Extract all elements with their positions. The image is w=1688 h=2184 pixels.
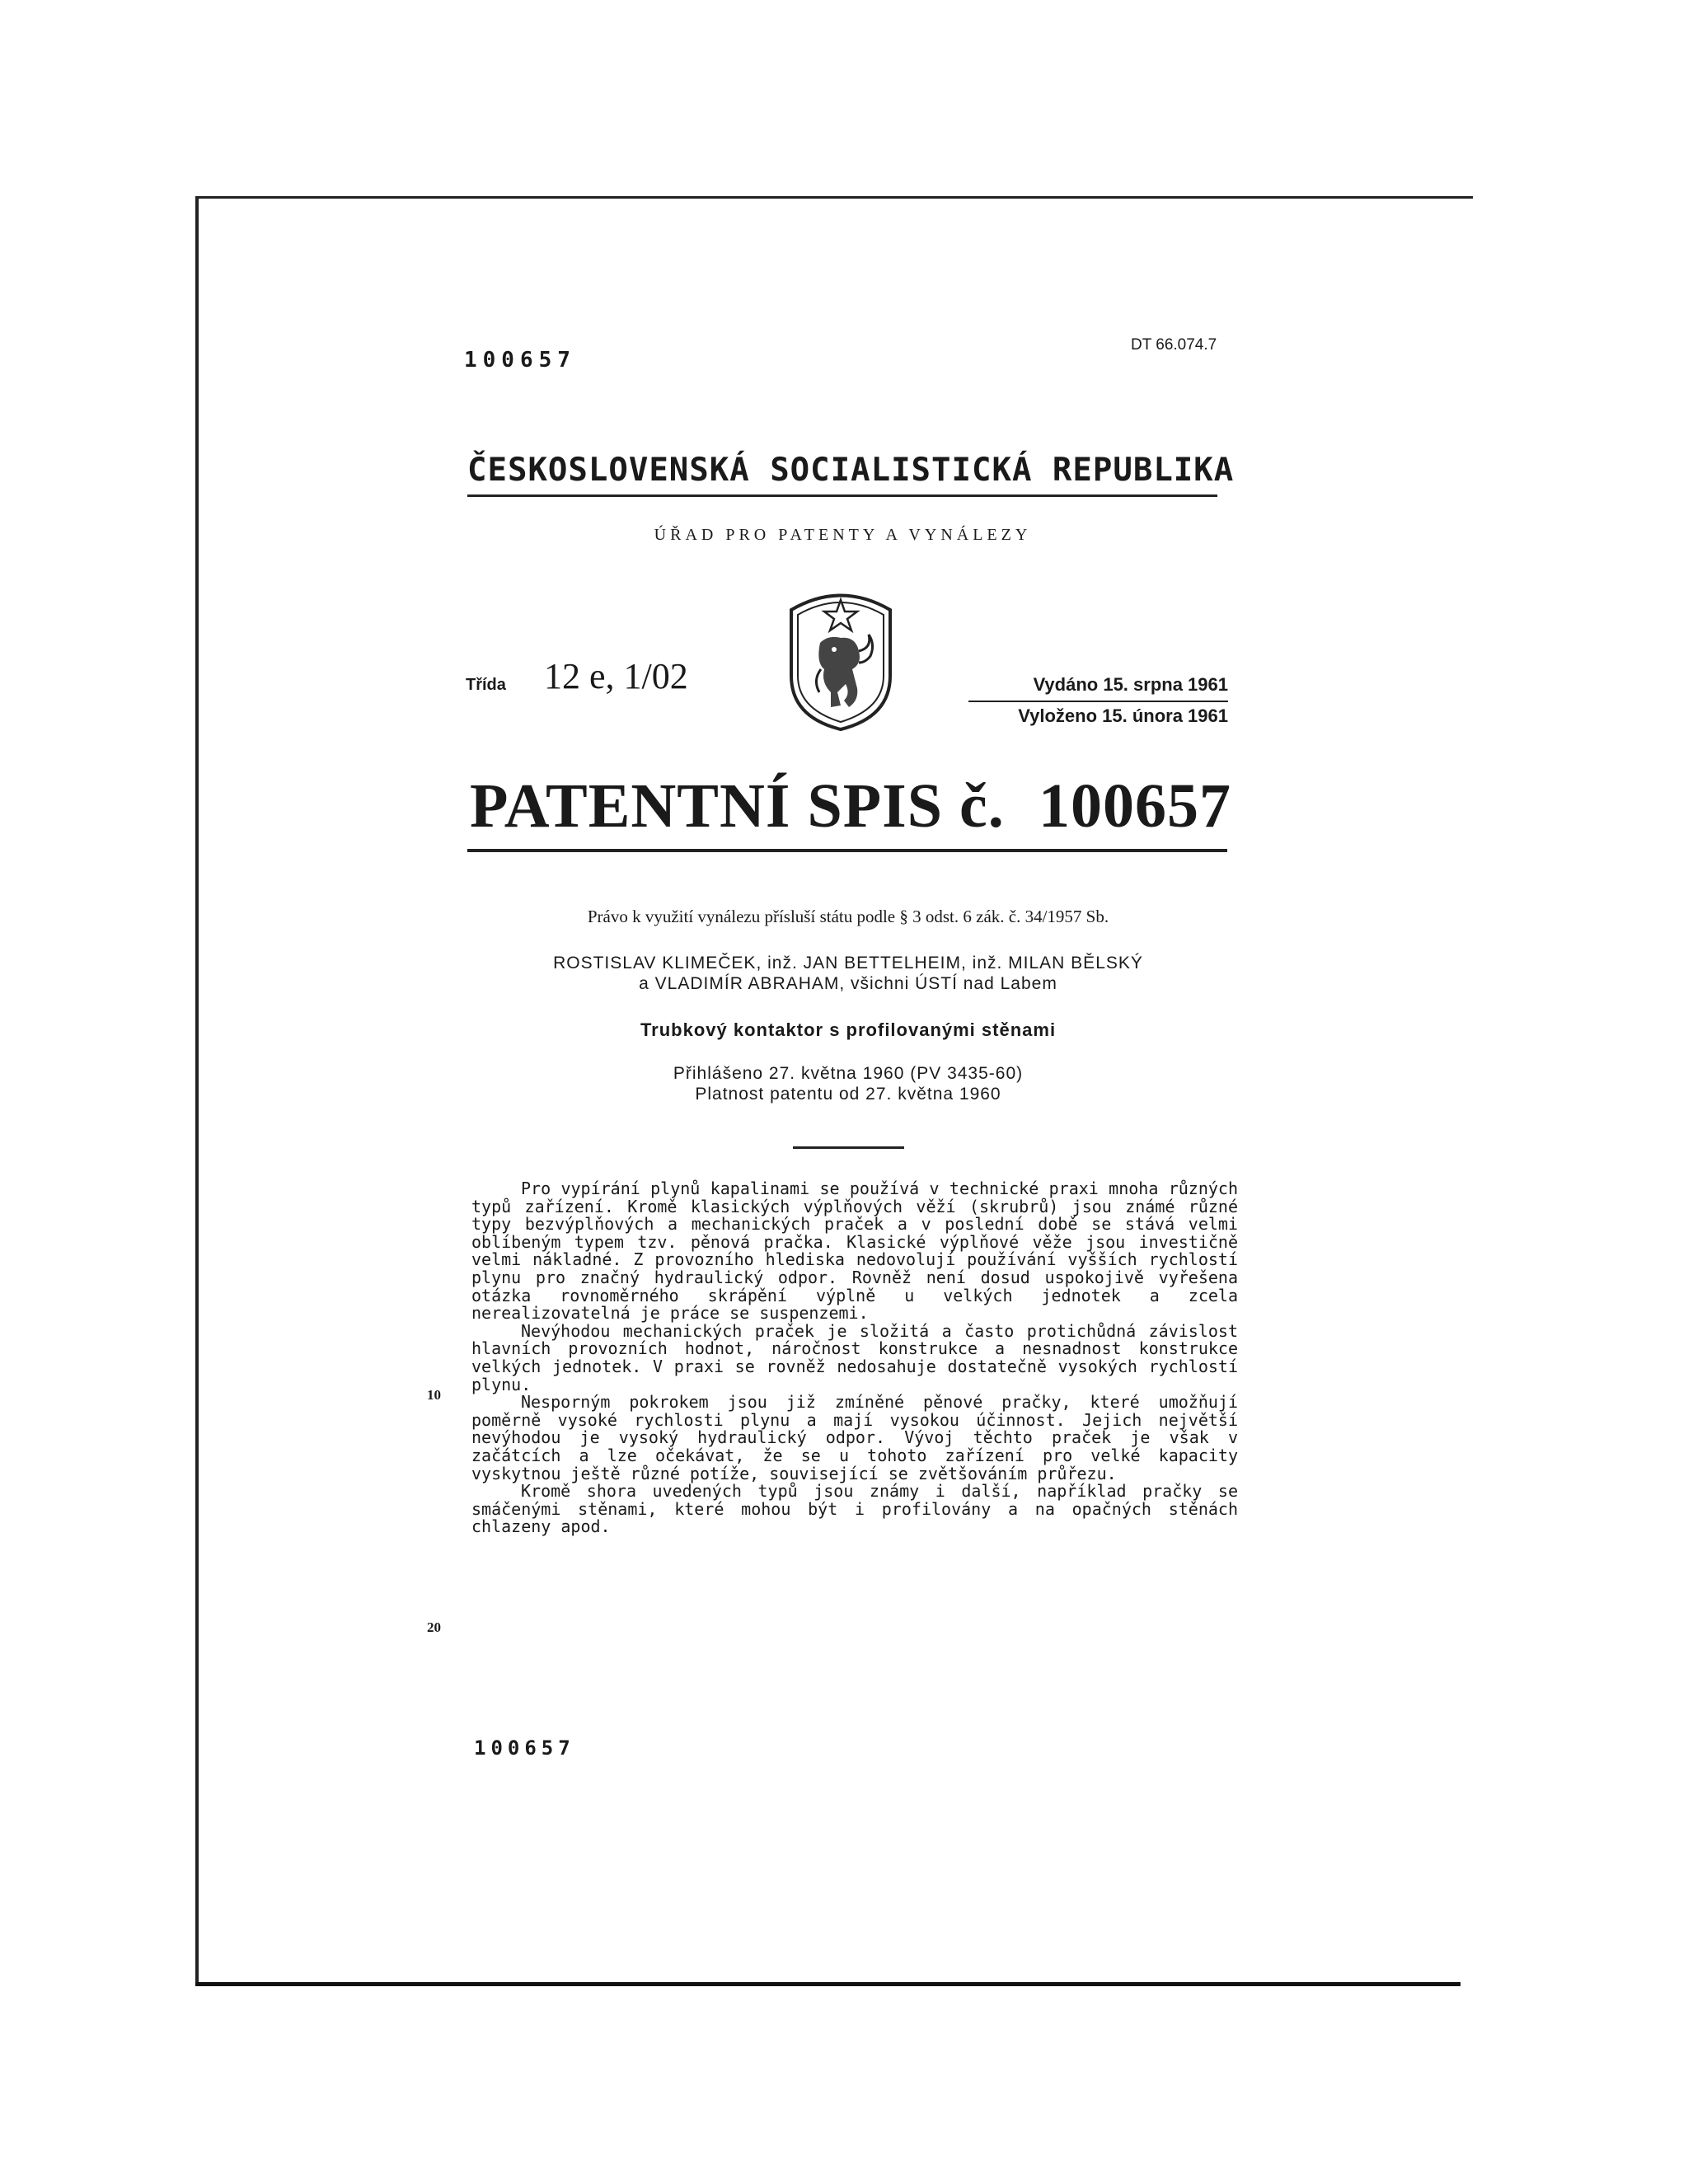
section-divider bbox=[793, 1146, 904, 1149]
body-paragraph: Nevýhodou mechanických praček je složitá a často protichůdná závislost hlavních provozních hodnot, náročnost konstrukce a nesnadnost konstrukce velkých jednotek. V praxi se rovněž nedosahuje dostatečně vysokých rychlostí plynu. bbox=[471, 1320, 1238, 1394]
line-number: 20 bbox=[427, 1619, 441, 1635]
body-paragraph: Pro vypírání plynů kapalinami se používá v technické praxi mnoha různých typů zařízení. Kromě klasických výplňových věží (skrubrů) jsou známé různé typy bezvýplňových a mechanických praček a v poslední době se stává velmi oblíbeným typem tzv. pěnová pračka. Klasické výplňové věže jsou investičně velmi nákladné. Z provozního hlediska nedovolují používání vyšších rychlostí plynu pro značný hydraulický odpor. Rovněž není dosud uspokojivě vyřešena otázka rovnoměrného skrápění výplně u velkých jednotek a zcela nerealizovatelná je práce se suspenzemi. bbox=[471, 1179, 1238, 1324]
patent-office-name: ÚŘAD PRO PATENTY A VYNÁLEZY bbox=[654, 526, 1032, 544]
patent-title-text: PATENTNÍ SPIS č. bbox=[470, 771, 1005, 841]
issued-date: Vydáno 15. srpna 1961 bbox=[1033, 674, 1228, 695]
patent-title-number: 100657 bbox=[1039, 771, 1231, 841]
class-label: Třída bbox=[466, 676, 506, 694]
validity-date: Platnost patentu od 27. května 1960 bbox=[695, 1085, 1001, 1104]
patent-title bbox=[470, 771, 1232, 842]
body-text bbox=[471, 1180, 1238, 1536]
filing-date: Přihlášeno 27. května 1960 (PV 3435-60) bbox=[673, 1064, 1024, 1083]
rights-statement: Právo k využití vynálezu přísluší státu podle § 3 odst. 6 zák. č. 34/1957 Sb. bbox=[587, 907, 1109, 926]
invention-subject: Trubkový kontaktor s profilovanými stěnami bbox=[640, 1019, 1057, 1040]
country-heading-rule bbox=[467, 494, 1217, 497]
document-number-bottom: 100657 bbox=[474, 1736, 575, 1760]
czechoslovak-coat-of-arms-lion-icon bbox=[783, 577, 898, 733]
published-date: Vyloženo 15. února 1961 bbox=[1018, 705, 1228, 726]
inventors-line-2: a VLADIMÍR ABRAHAM, všichni ÚSTÍ nad Labem bbox=[639, 974, 1057, 993]
body-paragraph: Kromě shora uvedených typů jsou známy i další, například pračky se smáčenými stěnami, které mohou být i profilovány a na opačných stěnách chlazeny apod. bbox=[471, 1481, 1238, 1537]
body-paragraph: Nesporným pokrokem jsou již zmíněné pěnové pračky, které umožňují poměrně vysoké rychlosti plynu a mají vysokou účinnost. Jejich největší nevýhodou je vysoký hydraulický odpor. Vývoj těchto praček je však v začátcích a lze očekávat, že se u tohoto zařízení pro velké kapacity vyskytnou ještě různé potíže, související se zvětšováním průřezu. bbox=[471, 1392, 1238, 1483]
dates-divider bbox=[968, 701, 1228, 702]
dt-classification-code: DT 66.074.7 bbox=[1131, 336, 1217, 354]
filing-info bbox=[466, 1063, 1231, 1104]
country-heading: ČESKOSLOVENSKÁ SOCIALISTICKÁ REPUBLIKA bbox=[467, 452, 1235, 489]
class-value: 12 e, 1/02 bbox=[544, 656, 688, 696]
document-number-top: 100657 bbox=[464, 348, 576, 373]
frame-bottom-rule bbox=[195, 1982, 1461, 1986]
frame-left-rule bbox=[195, 196, 199, 1985]
inventors-line-1: ROSTISLAV KLIMEČEK, inž. JAN BETTELHEIM, inž. MILAN BĚLSKÝ bbox=[553, 954, 1143, 972]
line-number: 10 bbox=[427, 1387, 441, 1403]
frame-top-rule bbox=[195, 196, 1473, 199]
inventors bbox=[466, 953, 1231, 994]
title-rule bbox=[467, 849, 1227, 852]
